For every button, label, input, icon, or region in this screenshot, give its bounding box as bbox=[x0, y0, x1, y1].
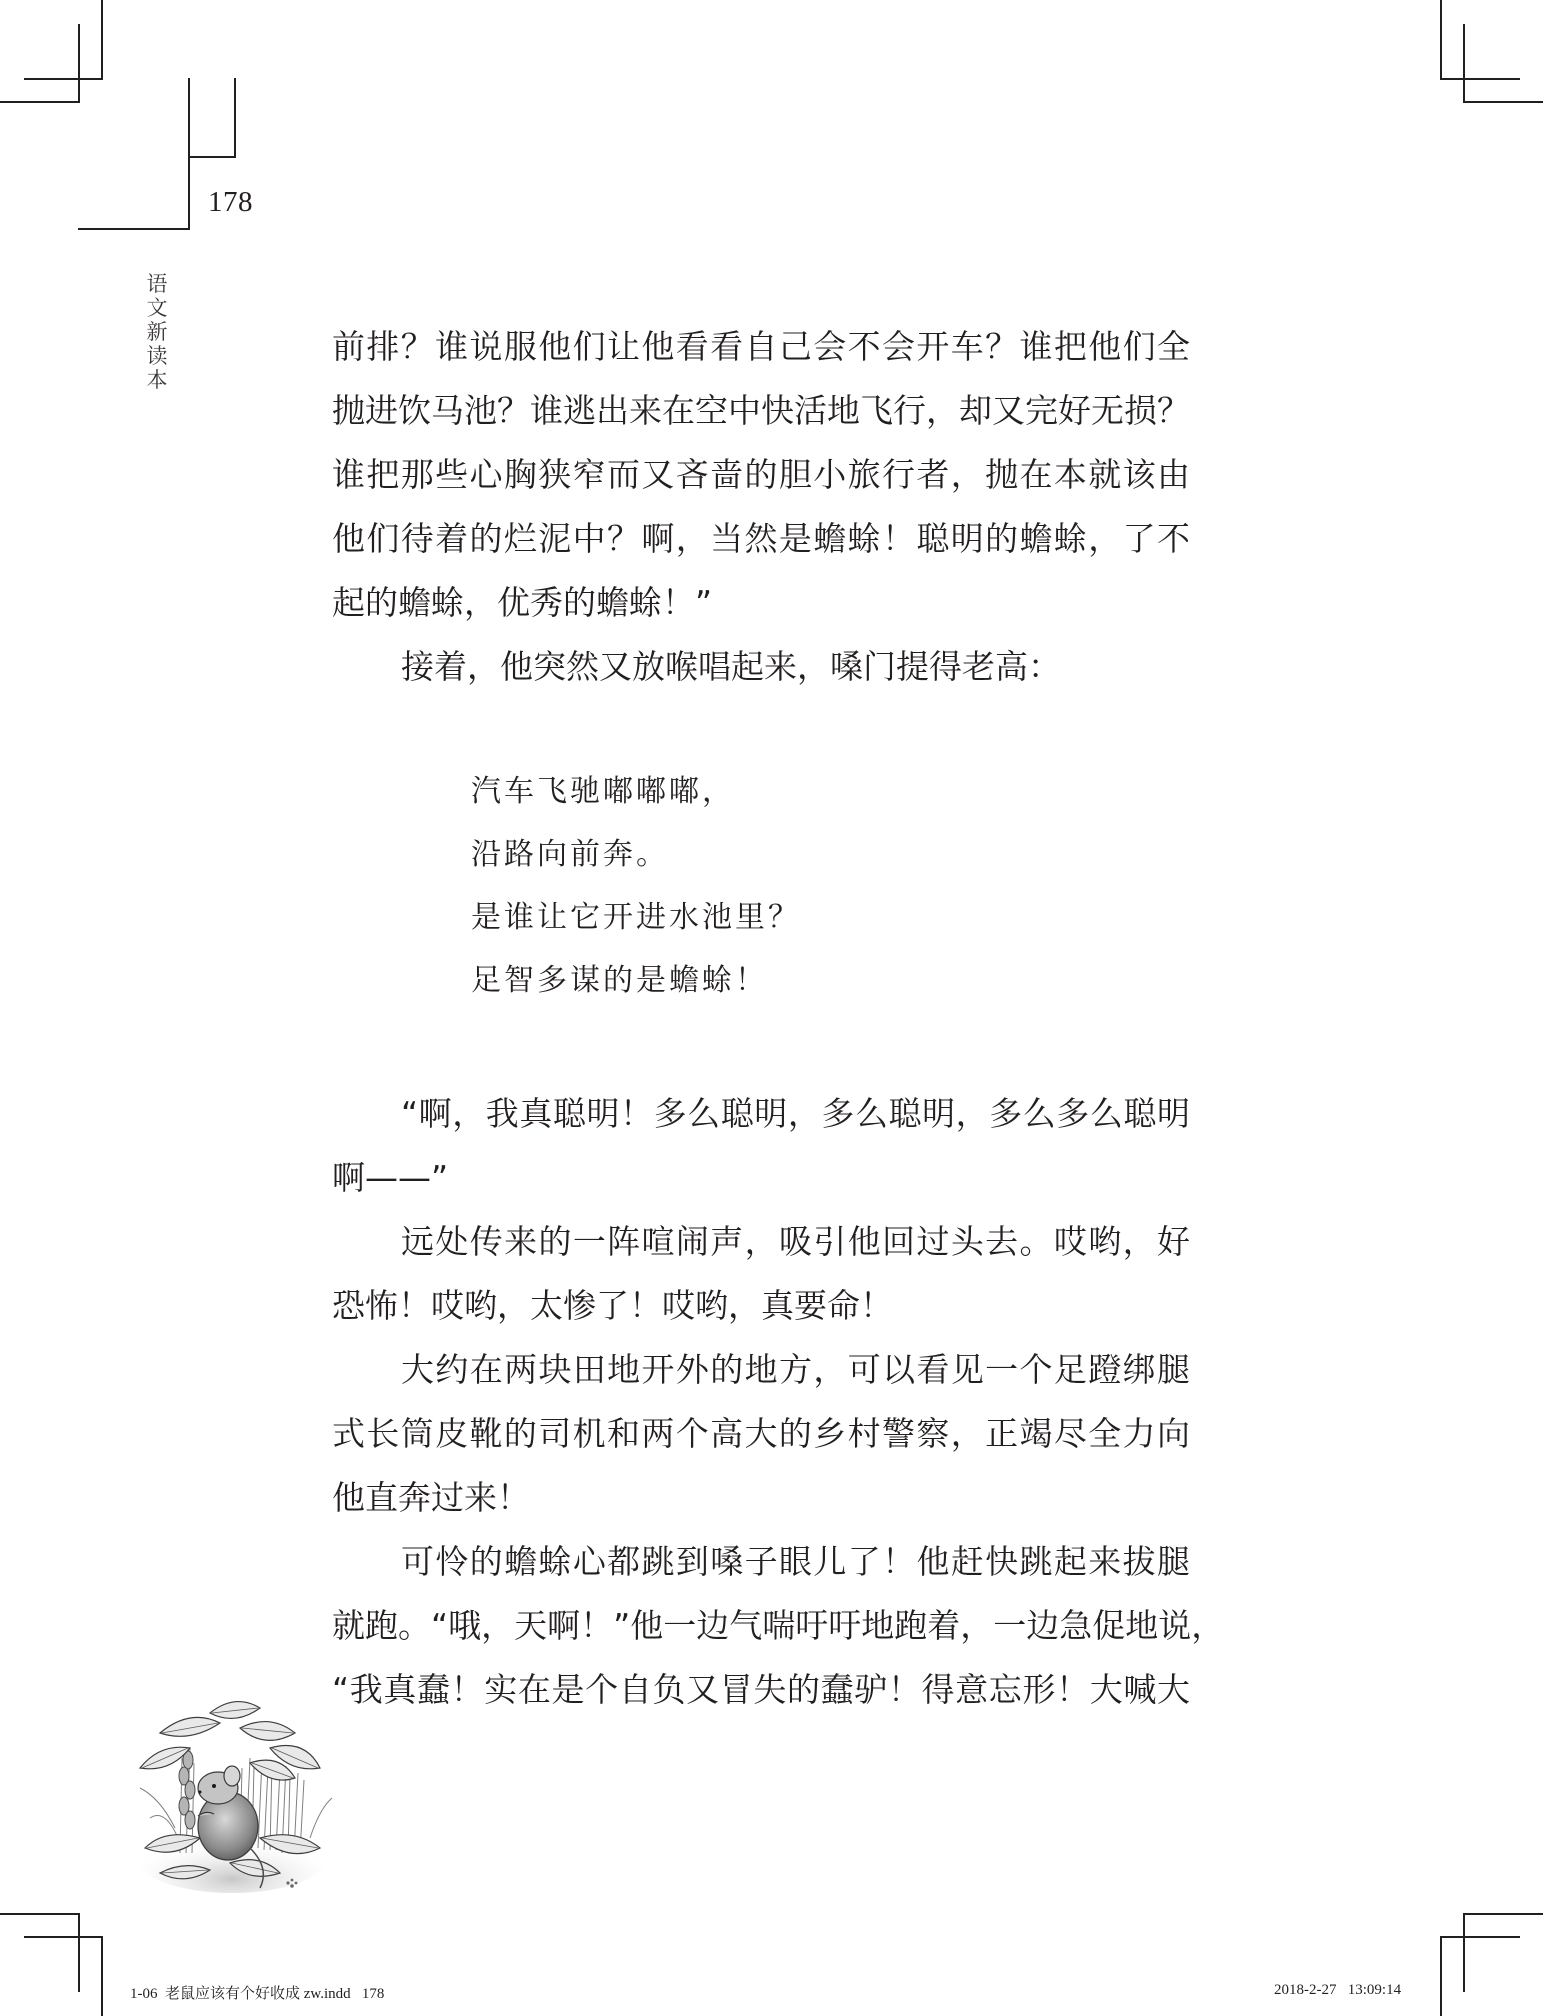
text-line: 恐怖！哎哟，太惨了！哎哟，真要命！ bbox=[332, 1286, 893, 1325]
crop-mark-line bbox=[1463, 1913, 1465, 1992]
header-bracket-line bbox=[188, 78, 190, 230]
slug-file-info: 1-06 老鼠应该有个好收成 zw.indd 178 bbox=[130, 1986, 385, 2002]
text-line: 式长筒皮靴的司机和两个高大的乡村警察，正竭尽全力向 bbox=[332, 1414, 1190, 1453]
poem-line: 汽车飞驰嘟嘟嘟， bbox=[471, 774, 735, 809]
text-line: 接着，他突然又放喉唱起来，嗓门提得老高： bbox=[401, 647, 1061, 686]
crop-mark-line bbox=[101, 0, 103, 79]
header-bracket-line bbox=[78, 228, 190, 230]
crop-mark-line bbox=[78, 24, 80, 103]
running-title-vertical: 语文新读本 bbox=[146, 272, 168, 392]
crop-mark-line bbox=[78, 1913, 80, 1992]
page-number: 178 bbox=[208, 186, 253, 218]
crop-mark-line bbox=[1463, 24, 1465, 103]
text-line: 谁把那些心胸狭窄而又吝啬的胆小旅行者，抛在本就该由 bbox=[332, 455, 1190, 494]
header-bracket-line bbox=[188, 156, 236, 158]
poem-line: 沿路向前奔。 bbox=[471, 837, 669, 872]
text-line: 就跑。“哦，天啊！”他一边气喘吁吁地跑着，一边急促地说， bbox=[332, 1606, 1225, 1645]
crop-mark-line bbox=[1463, 101, 1543, 103]
crop-mark-line bbox=[1440, 78, 1520, 80]
crop-mark-line bbox=[0, 1913, 80, 1915]
crop-mark-line bbox=[1440, 0, 1442, 79]
poem-line: 是谁让它开进水池里？ bbox=[471, 900, 801, 935]
crop-mark-line bbox=[1440, 1936, 1442, 2016]
text-line: 抛进饮马池？谁逃出来在空中快活地飞行，却又完好无损？ bbox=[332, 391, 1190, 430]
text-line: 可怜的蟾蜍心都跳到嗓子眼儿了！他赶快跳起来拔腿 bbox=[401, 1542, 1190, 1581]
poem-line: 足智多谋的是蟾蜍！ bbox=[471, 963, 768, 998]
text-line: 他直奔过来！ bbox=[332, 1478, 530, 1517]
crop-mark-line bbox=[101, 1936, 103, 2016]
text-line: 前排？谁说服他们让他看看自己会不会开车？谁把他们全 bbox=[332, 327, 1190, 366]
crop-mark-line bbox=[24, 1936, 103, 1938]
text-line: 大约在两块田地开外的地方，可以看见一个足蹬绑腿 bbox=[401, 1350, 1190, 1389]
crop-mark-line bbox=[1463, 1913, 1543, 1915]
text-line: “啊，我真聪明！多么聪明，多么聪明，多么多么聪明 bbox=[401, 1094, 1190, 1133]
text-line: 起的蟾蜍，优秀的蟾蜍！” bbox=[332, 583, 713, 622]
crop-mark-line bbox=[1440, 1936, 1520, 1938]
text-line: 啊——” bbox=[332, 1158, 449, 1197]
text-line: 远处传来的一阵喧闹声，吸引他回过头去。哎哟，好 bbox=[401, 1222, 1190, 1261]
mouse-illustration bbox=[120, 1688, 345, 1898]
header-bracket-line bbox=[234, 78, 236, 158]
text-line: 他们待着的烂泥中？啊，当然是蟾蜍！聪明的蟾蜍，了不 bbox=[332, 519, 1190, 558]
crop-mark-line bbox=[0, 101, 80, 103]
slug-timestamp: 2018-2-27 13:09:14 bbox=[1274, 1982, 1402, 1998]
text-line: “我真蠢！实在是个自负又冒失的蠢驴！得意忘形！大喊大 bbox=[332, 1670, 1190, 1709]
crop-mark-line bbox=[24, 78, 103, 80]
